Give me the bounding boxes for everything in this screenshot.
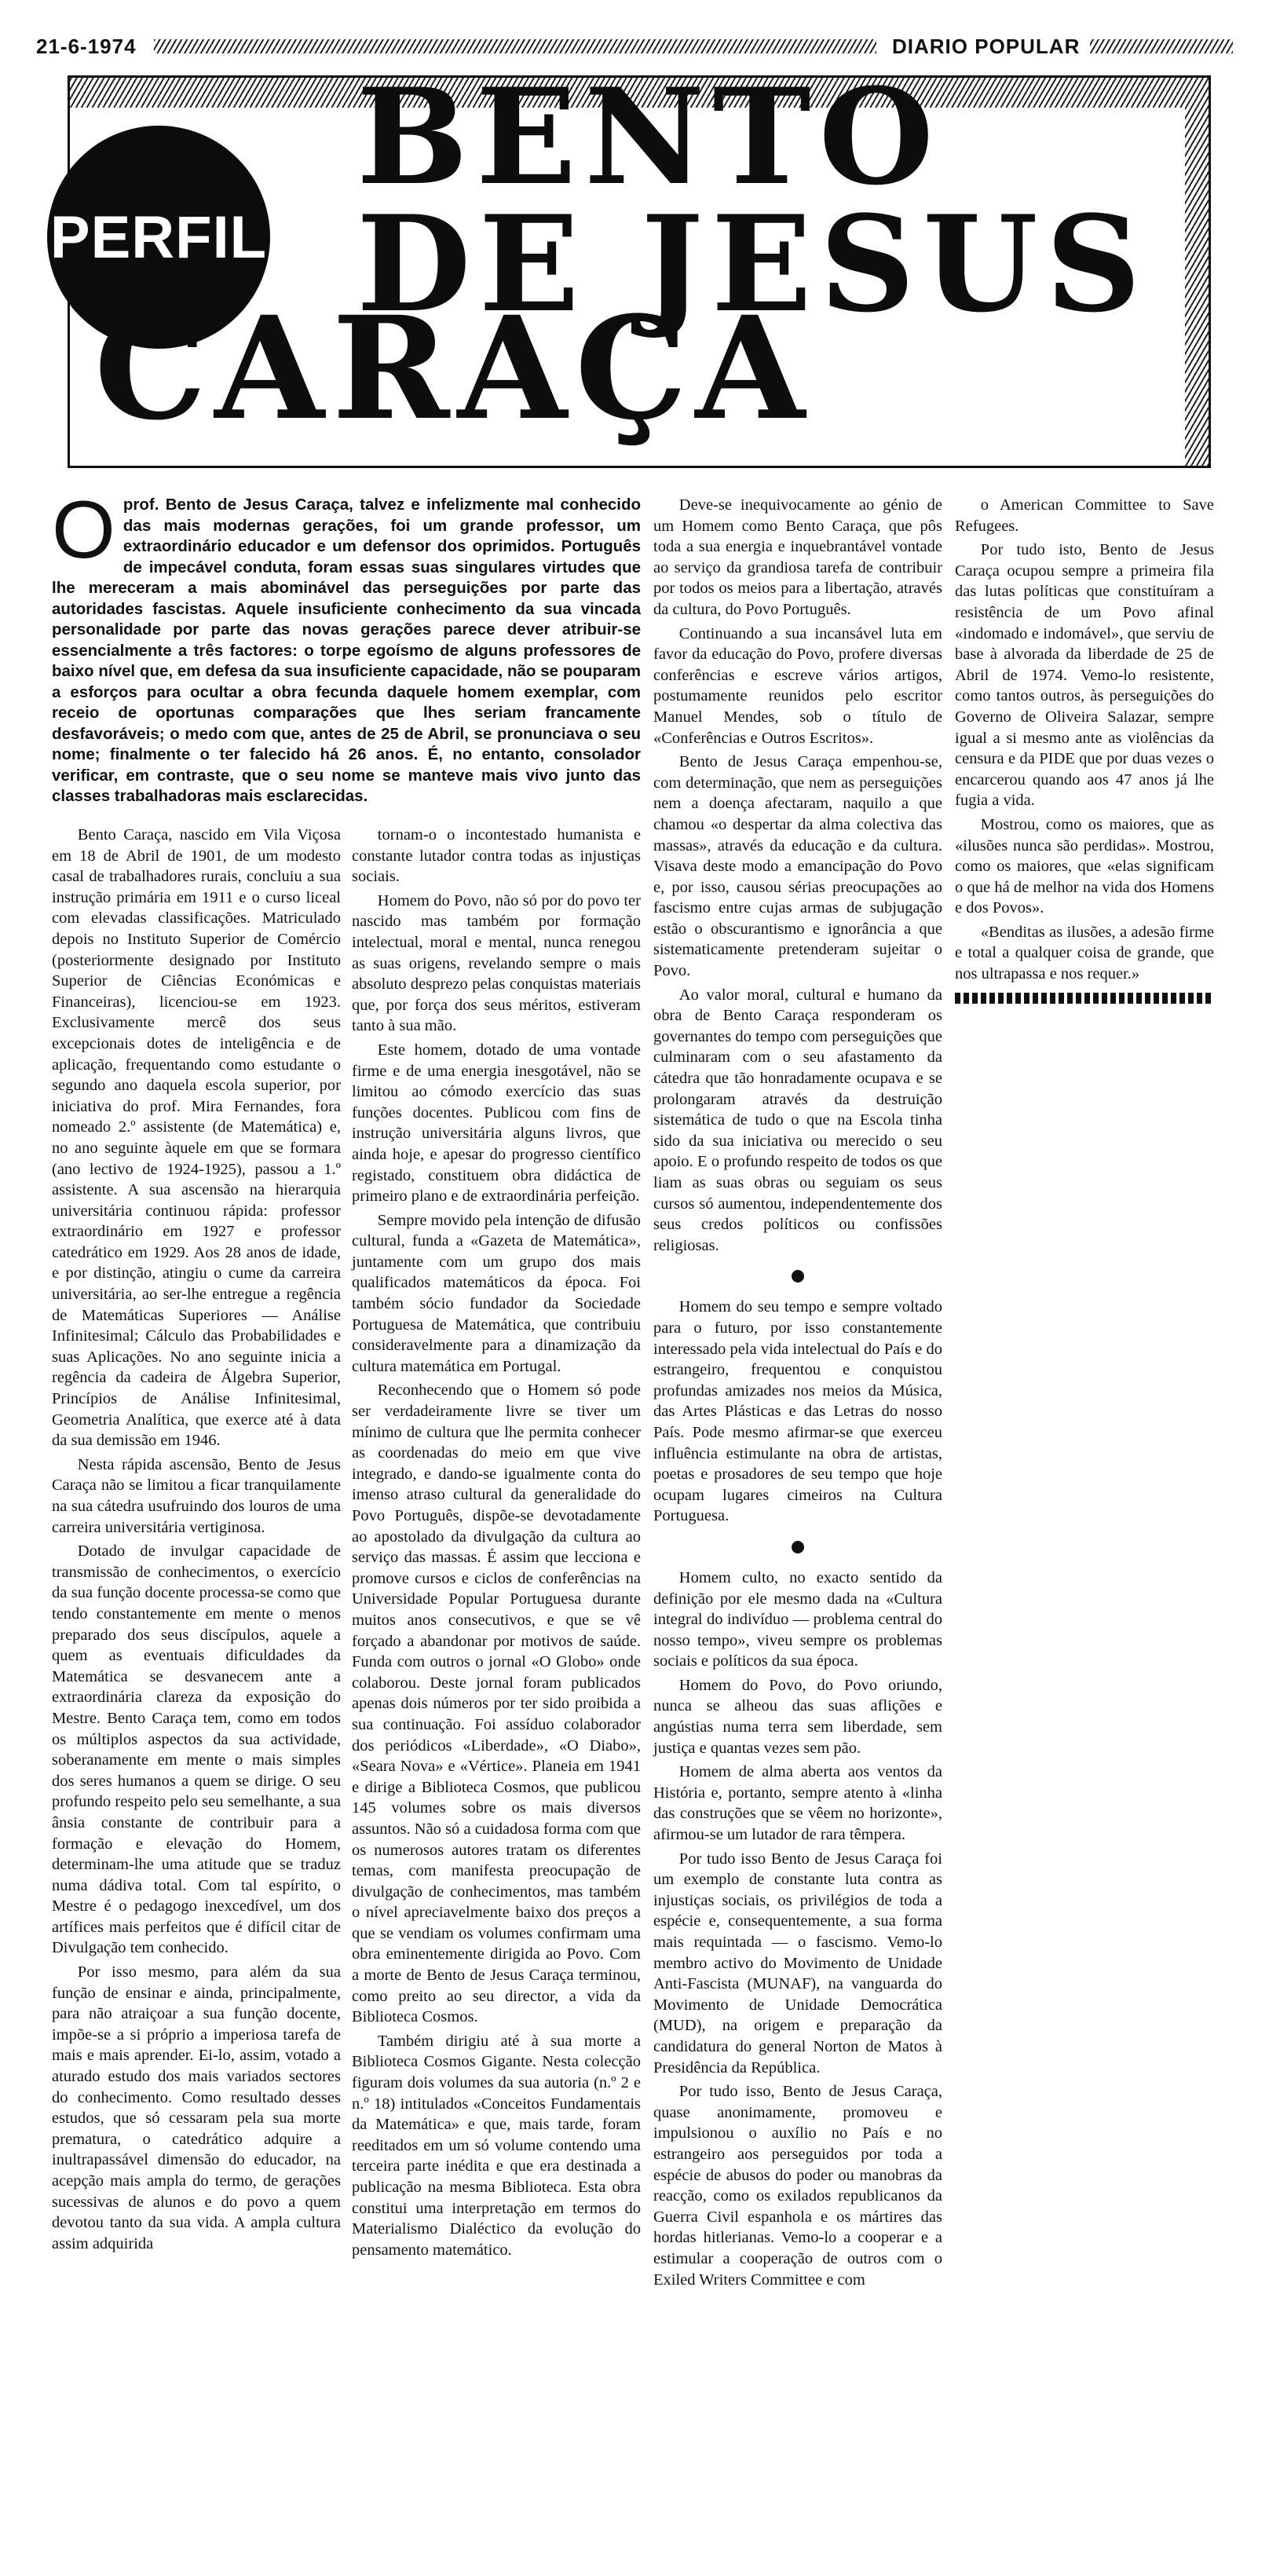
article-column-1	[52, 825, 341, 2254]
paragraph: Homem do Povo, do Povo oriundo, nunca se alheou das suas aflições e angústias numa terra sem liberdade, sem justiça e quantas vezes sem pão.	[653, 1676, 942, 1757]
newspaper-page	[36, 31, 1233, 2545]
article-column-4-text	[955, 495, 1214, 1004]
paragraph: Nesta rápida ascensão, Bento de Jesus Caraça não se limitou a ficar tranquilamente na sua cátedra usufruindo dos louros de uma carreira universitária vertiginosa.	[52, 1455, 341, 1536]
paragraph: Homem culto, no exacto sentido da definição por ele mesmo dada na «Cultura integral do indivíduo — problema central do nosso tempo», viveu sempre os problemas sociais e políticos da sua época.	[653, 1568, 942, 1670]
headline-line-1: BENTO	[357, 59, 942, 214]
issue-date: 21-6-1974	[36, 35, 137, 58]
paragraph: Bento de Jesus Caraça empenhou-se, com determinação, que nem as perseguições nem a doença afectaram, naquilo a que chamou «o despertar da alma colectiva das massas», através da educação e da cultura. Visava deste modo a emancipação do Povo e, por isso, causou sérias preocupações ao fascismo entre cujas armas de subjugação estão o obscurantismo e ignorância a que sistematicamente pretenderam sujeitar o Povo.	[653, 753, 942, 980]
masthead-hatch-right	[1090, 39, 1233, 53]
paragraph: Homem do Povo, não só por do povo ter nascido mas também por formação intelectual, moral e mental, nunca renegou as suas origens, revelando sempre o mais absoluto desprezo pelas conquistas materiais que, por força dos seus méritos, estiveram tanto à sua mão.	[352, 891, 641, 1035]
article-column-3	[653, 495, 942, 2290]
header-hatch-right	[1185, 78, 1209, 466]
paragraph: Ao valor moral, cultural e humano da obra de Bento Caraça responderam os governantes do tempo com perseguições que culminaram com o seu afastamento da cátedra que tão honradamente ocupava e se prolongaram através da destruição sistemática de tudo o que na Escola tinha sido da sua iniciativa ou merecido o seu apoio. E o profundo respeito de todos os que liam as suas obras ou seguiam os seus cursos só aumentou, independentemente dos seus credos políticos ou confissões religiosas.	[653, 986, 942, 1254]
masthead-hatch-left	[154, 39, 876, 53]
paragraph: o American Committee to Save Refugees.	[955, 496, 1214, 535]
paragraph: Continuando a sua incansável luta em favor da educação do Povo, profere diversas conferências e escreve vários artigos, postumamente reunidos pelo escritor Manuel Mendes, sob o título de «Conferências e Outros Escritos».	[653, 624, 942, 747]
paragraph: Mostrou, como os maiores, que as «ilusões nunca são perdidas». Mostrou, como os maiores, que «elas significam o que há de melhor na vida dos Homens e dos Povos».	[955, 815, 1214, 917]
paragraph: Homem de alma aberta aos ventos da História e, portanto, sempre atento à «linha das construções que se vêem no horizonte», afirmou-se um lutador de rara têmpera.	[653, 1763, 942, 1844]
paragraph: Bento Caraça, nascido em Vila Viçosa em 18 de Abril de 1901, de um modesto casal de trabalhadores rurais, concluiu a sua instrução primária em 1911 e o curso liceal com elevadas classificações. Matriculado depois no Instituto Superior de Comércio (posteriormente designado por Instituto Superior de Ciências Económicas e Financeiras), licenciou-se em 1923. Exclusivamente mercê dos seus excepcionais dotes de inteligência e de aplicação, frequentando como estudante o segundo ano daquela escola superior, por iniciativa do prof. Mira Fernandes, fora nomeado 2.º assistente (de Matemática) e, no ano seguinte àquele em que se formara (ano lectivo de 1924-1925), passou a 1.º assistente. A sua ascensão na hierarquia universitária continuou rápida: professor extraordinário em 1927 e professor catedrático em 1929. Aos 28 anos de idade, e por distinção, atingiu o cume da carreira universitária, ao ser-lhe entregue a regência de Matemáticas Superiores — Análise Infinitesimal; Cálculo das Probabilidades e suas Aplicações. No ano seguinte inicia a regência da cadeira de Álgebra Superior, Princípios de Análise Infinitesimal, Geometria Analítica, que exerce até à data da sua demissão em 1946.	[52, 826, 341, 1450]
paragraph: Deve-se inequivocamente ao génio de um Homem como Bento Caraça, que pôs toda a sua energia e inquebrantável vontade ao serviço da grandiosa tarefa de contribuir por todos os meios para a libertação, através da cultura, do Povo Português.	[653, 496, 942, 618]
headline-line-2: DE JESUS	[357, 186, 1149, 342]
end-of-article-rule	[955, 993, 1214, 1004]
paragraph: Por tudo isso, Bento de Jesus Caraça, quase anonimamente, promoveu e impulsionou o auxílio no País e no estrangeiro aos perseguidos por toda a espécie de abusos do poder ou manobras da reacção, como os exilados republicanos da Guerra Civil espanhola e os mártires das hordas hitlerianas. Vemo-lo a cooperar e a estimular a cooperação de outros com o Exiled Writers Committee e com	[653, 2083, 942, 2289]
newspaper-name: DIARIO POPULAR	[892, 35, 1081, 58]
drop-cap: O	[52, 485, 115, 576]
paragraph: Por tudo isso Bento de Jesus Caraça foi um exemplo de constante luta contra as injustiças sociais, os privilégios de toda a espécie e, consequentemente, a sua forma mais requintada — o fascismo. Vemo-lo membro activo do Movimento de Unidade Anti-Fascista (MUNAF), na vanguarda do Movimento de Unidade Democrática (MUD), na origem e preparação da candidatura do general Norton de Matos à Presidência da República.	[653, 1850, 942, 2077]
article-column-2	[352, 825, 641, 2260]
lead-paragraph	[52, 485, 641, 807]
lead-text: prof. Bento de Jesus Caraça, talvez e infelizmente mal conhecido das mais modernas gerações, foi um grande professor, um extraordinário educador e um defensor dos oprimidos. Português de impecável conduta, foram essas suas singulares virtudes que lhe mereceram a mais abominável das perseguições por parte das autoridades fascistas. Aquele insuficiente conhecimento da sua vincada personalidade por parte das novas gerações parece dever atribuir-se essencialmente a três factores: o torpe egoísmo de alguns professores de baixo nível que, em defesa da sua insuficiente capacidade, não se pouparam a esforços para ocultar a obra fecunda daquele homem exemplar, com receio de oportunas comparações que lhes seriam francamente desfavoráveis; o medo com que, antes de 25 de Abril, se pronunciava o seu nome; finalmente o ter falecido há 26 anos. É, no entanto, consolador verificar, em contraste, que o seu nome se manteve mais vivo junto das classes trabalhadoras mais esclarecidas.	[52, 496, 641, 805]
paragraph: «Benditas as ilusões, a adesão firme e total a qualquer coisa de grande, que nos ultrapassa e nos requer.»	[955, 923, 1214, 983]
paragraph: Por isso mesmo, para além da sua função de ensinar e ainda, principalmente, para não atraiçoar a sua função docente, impõe-se a si próprio a imperiosa tarefa de mais e mais aprender. Ei-lo, assim, votado a aturado estudo dos mais variados sectores do conhecimento. Como resultado desses estudos, que só cessaram pela sua morte prematura, o catedrático adquire a inultrapassável dimensão do educador, na acepção mais ampla do termo, de gerações sucessivas de alunos e do povo a quem devotou tanto da sua vida. A ampla cultura assim adquirida	[52, 1963, 341, 2252]
paragraph: Dotado de invulgar capacidade de transmissão de conhecimentos, o exercício da sua função docente processa-se como que tendo constantemente em mente o menos preparado dos seus discípulos, aquele a quem as eventuais dificuldades da Matemática se desvanecem ante a extraordinária clareza da exposição do Mestre. Bento Caraça tem, como em todos os múltiplos aspectos da sua actividade, soberanamente em mente o mais simples dos seres humanos a quem se dirige. O seu profundo respeito pelo seu semelhante, a sua ânsia constante de contribuir para a formação e elevação do Homem, determinam-lhe uma atitude que se traduz numa dádiva total. Com tal espírito, o Mestre é o pedagogo inexcedível, um dos artífices mais perfeitos que é difícil citar de Divulgação tem conhecido.	[52, 1542, 341, 1957]
paragraph: Por tudo isto, Bento de Jesus Caraça ocupou sempre a primeira fila das lutas políticas que constituíram a resistência de um Povo afinal «indomado e indomável», que serviu de base à alvorada da liberdade de 25 de Abril de 1974. Vemo-lo resistente, como tantos outros, às perseguições do Governo de Oliveira Salazar, sempre igual a si mesmo ante as violências da censura e da PIDE que por duas vezes o encarcerou quando aos 47 anos já lhe fugia a vida.	[955, 541, 1214, 810]
paragraph: Também dirigiu até à sua morte a Biblioteca Cosmos Gigante. Nesta colecção figuram dois volumes da sua autoria (n.º 2 e n.º 18) intitulados «Conceitos Fundamentais da Matemática» e que, mais tarde, foram reeditados em um só volume contendo uma terceira parte inédita e que era destinada a publicação na mesma Biblioteca. Esta obra constitui uma interpretação em termos do Materialismo Dialéctico da evolução do pensamento matemático.	[352, 2032, 641, 2259]
paragraph: Reconhecendo que o Homem só pode ser verdadeiramente livre se tiver um mínimo de cultura que lhe permita conhecer as coordenadas do meio em que vive integrado, e dando-se igualmente conta do imenso atraso cultural da generalidade do Povo Português, dispõe-se devotadamente ao apostolado da divulgação da cultura ao serviço das massas. É assim que lecciona e promove cursos e ciclos de conferências na Universidade Popular Portuguesa durante muitos anos consecutivos, e que se vê forçado a abandonar por motivos de saúde. Funda com outros o jornal «O Globo» onde colaborou. Deste jornal foram publicados apenas dois números por ter sido proibida a sua continuação. Foi assíduo colaborador dos periódicos «Liberdade», «O Diabo», «Seara Nova» e «Vértice». Planeia em 1941 e dirige a Biblioteca Cosmos, que publicou 145 volumes sobre os mais diversos assuntos. Não só a cuidadosa forma com que os numerosos autores tratam os diferentes temas, com manifesta preocupação de divulgação de conhecimentos, mas também o nível apreciavelmente baixo dos preços a que se vendiam os volumes confirmam uma obra eminentemente dirigida ao Povo. Com a morte de Bento de Jesus Caraça terminou, como preito ao seu director, a vida da Biblioteca Cosmos.	[352, 1381, 641, 2026]
paragraph: tornam-o o incontestado humanista e constante lutador contra todas as injustiças sociais.	[352, 826, 641, 886]
paragraph: Homem do seu tempo e sempre voltado para o futuro, por isso constantemente interessado pela vida intelectual do País e do estrangeiro, frequentou e conquistou profundas amizades nos meios da Música, das Artes Plásticas e das Letras do nosso País. Pode mesmo afirmar-se que exerceu influência estimulante na obra de artistas, poetas e prosadores de seu tempo que hoje ocupam lugares cimeiros na Cultura Portuguesa.	[653, 1298, 942, 1525]
paragraph: Este homem, dotado de uma vontade firme e de uma energia inesgotável, não se limitou ao cómodo exercício das suas funções docentes. Publicou com fins de instrução universitária alguns livros, que ainda hoje, e apesar do progresso científico registado, constituem obra didáctica de primeiro plano e de extraordinária perfeição.	[352, 1041, 641, 1206]
perfil-badge: PERFIL	[47, 126, 270, 349]
section-bullet	[792, 1270, 804, 1283]
section-bullet	[792, 1541, 804, 1553]
headline-line-3: CARAÇA	[94, 286, 814, 452]
paragraph: Sempre movido pela intenção de difusão cultural, funda a «Gazeta de Matemática», juntamente com um grupo dos mais qualificados matemáticos da época. Foi também sócio fundador da Sociedade Portuguesa de Matemática, que contribuiu consideravelmente para a dinamização da cultura matemática em Portugal.	[352, 1211, 641, 1375]
